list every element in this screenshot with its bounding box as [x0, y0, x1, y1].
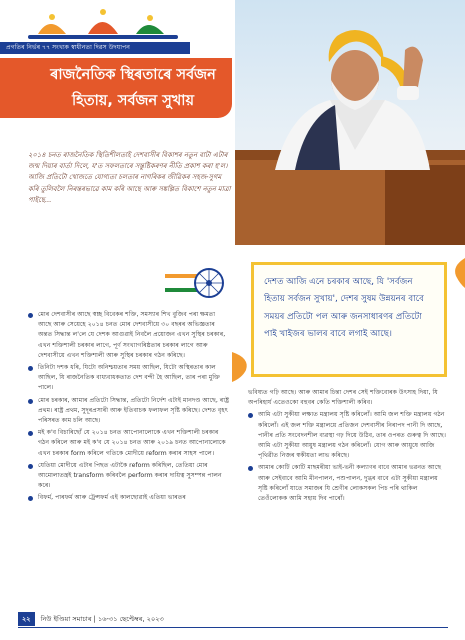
bullet-icon: [28, 464, 33, 469]
footer-divider: [18, 627, 448, 628]
bullet-icon: [248, 466, 253, 471]
paragraph: ভবিষ্যত গঢ়ি আছে। আৰু আমাৰ চিন্তা দেশৰ সেই শক্তিবোৰক উৎসাহ দিয়া, যি অপৰিহাৰ্য এতেওকো বহুবৰ কেতি শক্তিশালী কৰিব।: [248, 389, 438, 407]
page-footer: [18, 612, 238, 626]
right-column: [248, 388, 448, 506]
page-title: [34, 62, 232, 114]
list-item: আমাৰ কোটি কোটি মাছমৰীয়া ভাই-ভনী কল্যাণৰ বাবে আমাৰ ভৱনত আছে আৰু সেইবাবে আমি মীনপালন, পশুপালন, দুগ্ধৰ বাবে এটা সুকীয়া মন্ত্ৰালয় সৃষ্টি কৰিলোঁ যাতে সমাজৰ যি শ্ৰেণীৰ লোকসকল পিচ পৰি থাকিল তেওঁলোকক আমি সহায় দিব পাৰোঁ।: [248, 463, 448, 504]
title-line-2: হিতায়, সৰ্বজন সুখায়: [71, 93, 195, 109]
paisley-decoration: [452, 258, 465, 288]
list-item: মোৰ দেশবাসীৰ আছে স্বচ্ছ বিবেকৰ শক্তি, সমস্যাৰ শিখ বুজিব পৰা ক্ষমতা আছে আৰু সেয়েহে ২০১৪ চনত মোৰ দেশবাসীয়ে ৩০ বছৰৰ অভিজ্ঞতাৰ অন্তত সিদ্ধান্ত ল'লে যে দেশক আগুৱাই নিবলৈ প্ৰয়োজন এখন সুস্থিৰ চৰকাৰ, এখন শক্তিশালী চৰকাৰ লাগে, পূৰ্ণ সংখ্যাগৰিষ্ঠতাৰ চৰকাৰ লাগে আৰু দেশবাসীয়ে এখন শক্তিশালী আৰু সুস্থিৰ চৰকাৰ গঠন কৰিছে।: [28, 310, 230, 361]
footer-text: নিউ ইণ্ডিয়া সমাচাৰ | ১৬-৩১ ছেপ্টেম্বৰ, ২০২৩: [40, 615, 164, 623]
left-column: [28, 310, 230, 506]
list-item: তিনিটা দশক ধৰি, যিটো অনিশ্চয়তাৰ সময় আছিল, যিটো অস্থিৰতাৰ কাল আছিল, যি ৰাজনৈতিক বাধ্যবাধকতাত দেশ বন্দী হৈ আছিল, তাৰ পৰা মুক্তি পালে।: [28, 363, 230, 394]
list-item: আমি এটা সুকীয়া লক্ষ্যত মন্ত্ৰালয় সৃষ্টি কৰিলোঁ। আমি জল শক্তি মন্ত্ৰালয় গঠন কৰিলোঁ। এই জল শক্তি মন্ত্ৰালয়ে প্ৰতিজন দেশবাসীৰ নিৰাপদ পানী দি আছে, পানীৰ প্ৰতি সংবেদনশীল ব্যৱস্থা গঢ় দিয়ে উঠিব, তাৰ ওপৰত গুৰুত্ব দি আছে। আমি এটা সুকীয়া আয়ুষ মন্ত্ৰালয় গঠন কৰিলোঁ। যোগ আৰু আয়ুষে আজি পৃথিৱীত নিজৰ স্বকীয়তা লাভ কৰিছে।: [248, 410, 448, 461]
title-line-1: ৰাজনৈতিক স্থিৰতাৰে সৰ্বজন: [50, 67, 216, 83]
list-item: যেতিয়া মোদীয়ে এটাৰ পিছত এটাকৈ reform কৰিছিল, তেতিয়া মোৰ আমোলাতন্ত্ৰই transform কৰিবলৈ perform কৰাৰ দায়িত্ব সুসম্পন্ন পালন কৰে।: [28, 461, 230, 492]
list-item: মই ক'ব বিচাৰিছোঁ যে ২০১৪ চনত আপোনালোকে এখন শক্তিশালী চৰকাৰ গঠন কৰিলে আৰু মই ক'ব যে ২০১৪ চনত আৰু ২০১৯ চনত আপোনালোকে এখন চৰকাৰ form কৰিলে গতিকে মোদীয়ে reform কৰাৰ সাহস পালে।: [28, 428, 230, 459]
pull-quote: দেশত আজি এনে চৰকাৰ আছে, যি 'সৰ্বজন হিতায় সৰ্বজন সুখায়', দেশৰ সুষম উন্নয়নৰ বাবে সময়ৰ প্ৰতিটো পল আৰু জনসাধাৰণৰ প্ৰতিটো পাই খাইজৰ ভালৰ বাবে লগাই আছে।: [251, 262, 447, 377]
bullet-icon: [248, 413, 253, 418]
chakra-decoration: [165, 262, 225, 304]
list-item: বিফৰ্ম, পাৰফৰ্ম আৰু ট্ৰেন্সফৰ্ম এই কালছোৱাই এতিয়া ভাৰতৰ: [28, 493, 230, 503]
diya-decoration: [28, 4, 178, 42]
page-number: ২২: [18, 612, 35, 626]
paisley-decoration: [232, 352, 250, 382]
bullet-icon: [28, 313, 33, 318]
speaker-illustration: [235, 0, 465, 245]
bullet-icon: [28, 399, 33, 404]
bullet-icon: [28, 496, 33, 501]
speaker-photo: [235, 0, 465, 245]
intro-paragraph: ২০১৪ চনত ৰাজনৈতিক স্থিতিশীলতাই দেশবাসীৰ বিকাশৰ নতুন বাটা এটাৰ জন্ম দিয়াৰ বাৰ্তা দিলে, য'ত সফলতাৰে সন্তুষ্টিকৰণৰ নীতি প্ৰকাশ কৰা হ'ল। আজি প্ৰতিটো খোজতে যোগ্যতা চলতাৰ নাগৰিকৰ জীৱিকৰ সহজ-সুগম কৰি তুলিবলৈ নিৰন্তৰভাৱে কাম কৰি আছে আৰু সঙ্কল্পিত বিকাশে নতুন মাত্ৰা পাইছে...: [28, 151, 231, 204]
list-item: মোৰ চৰকাৰ, আমাৰ প্ৰতিটো সিদ্ধান্ত, প্ৰতিটো নিৰ্দেশ এটাই মানদণ্ড আছে, ৰাষ্ট্ৰ প্ৰথম। ৰাষ্ট্ৰ প্ৰথম, সুদূৰপ্ৰসাৰী আৰু ইতিবাচক ফলাফল সৃষ্টি কৰিছে। দেশত বৃহৎ পৰিসৰত কাম চলি আছে।: [28, 396, 230, 427]
bullet-icon: [28, 366, 33, 371]
header-strip: প্ৰগতিৰ নিৰ্ভৰ ৭৭ সংখ্যক স্বাধীনতা দিৱস উদযাপন: [0, 42, 190, 54]
bullet-icon: [28, 431, 33, 436]
